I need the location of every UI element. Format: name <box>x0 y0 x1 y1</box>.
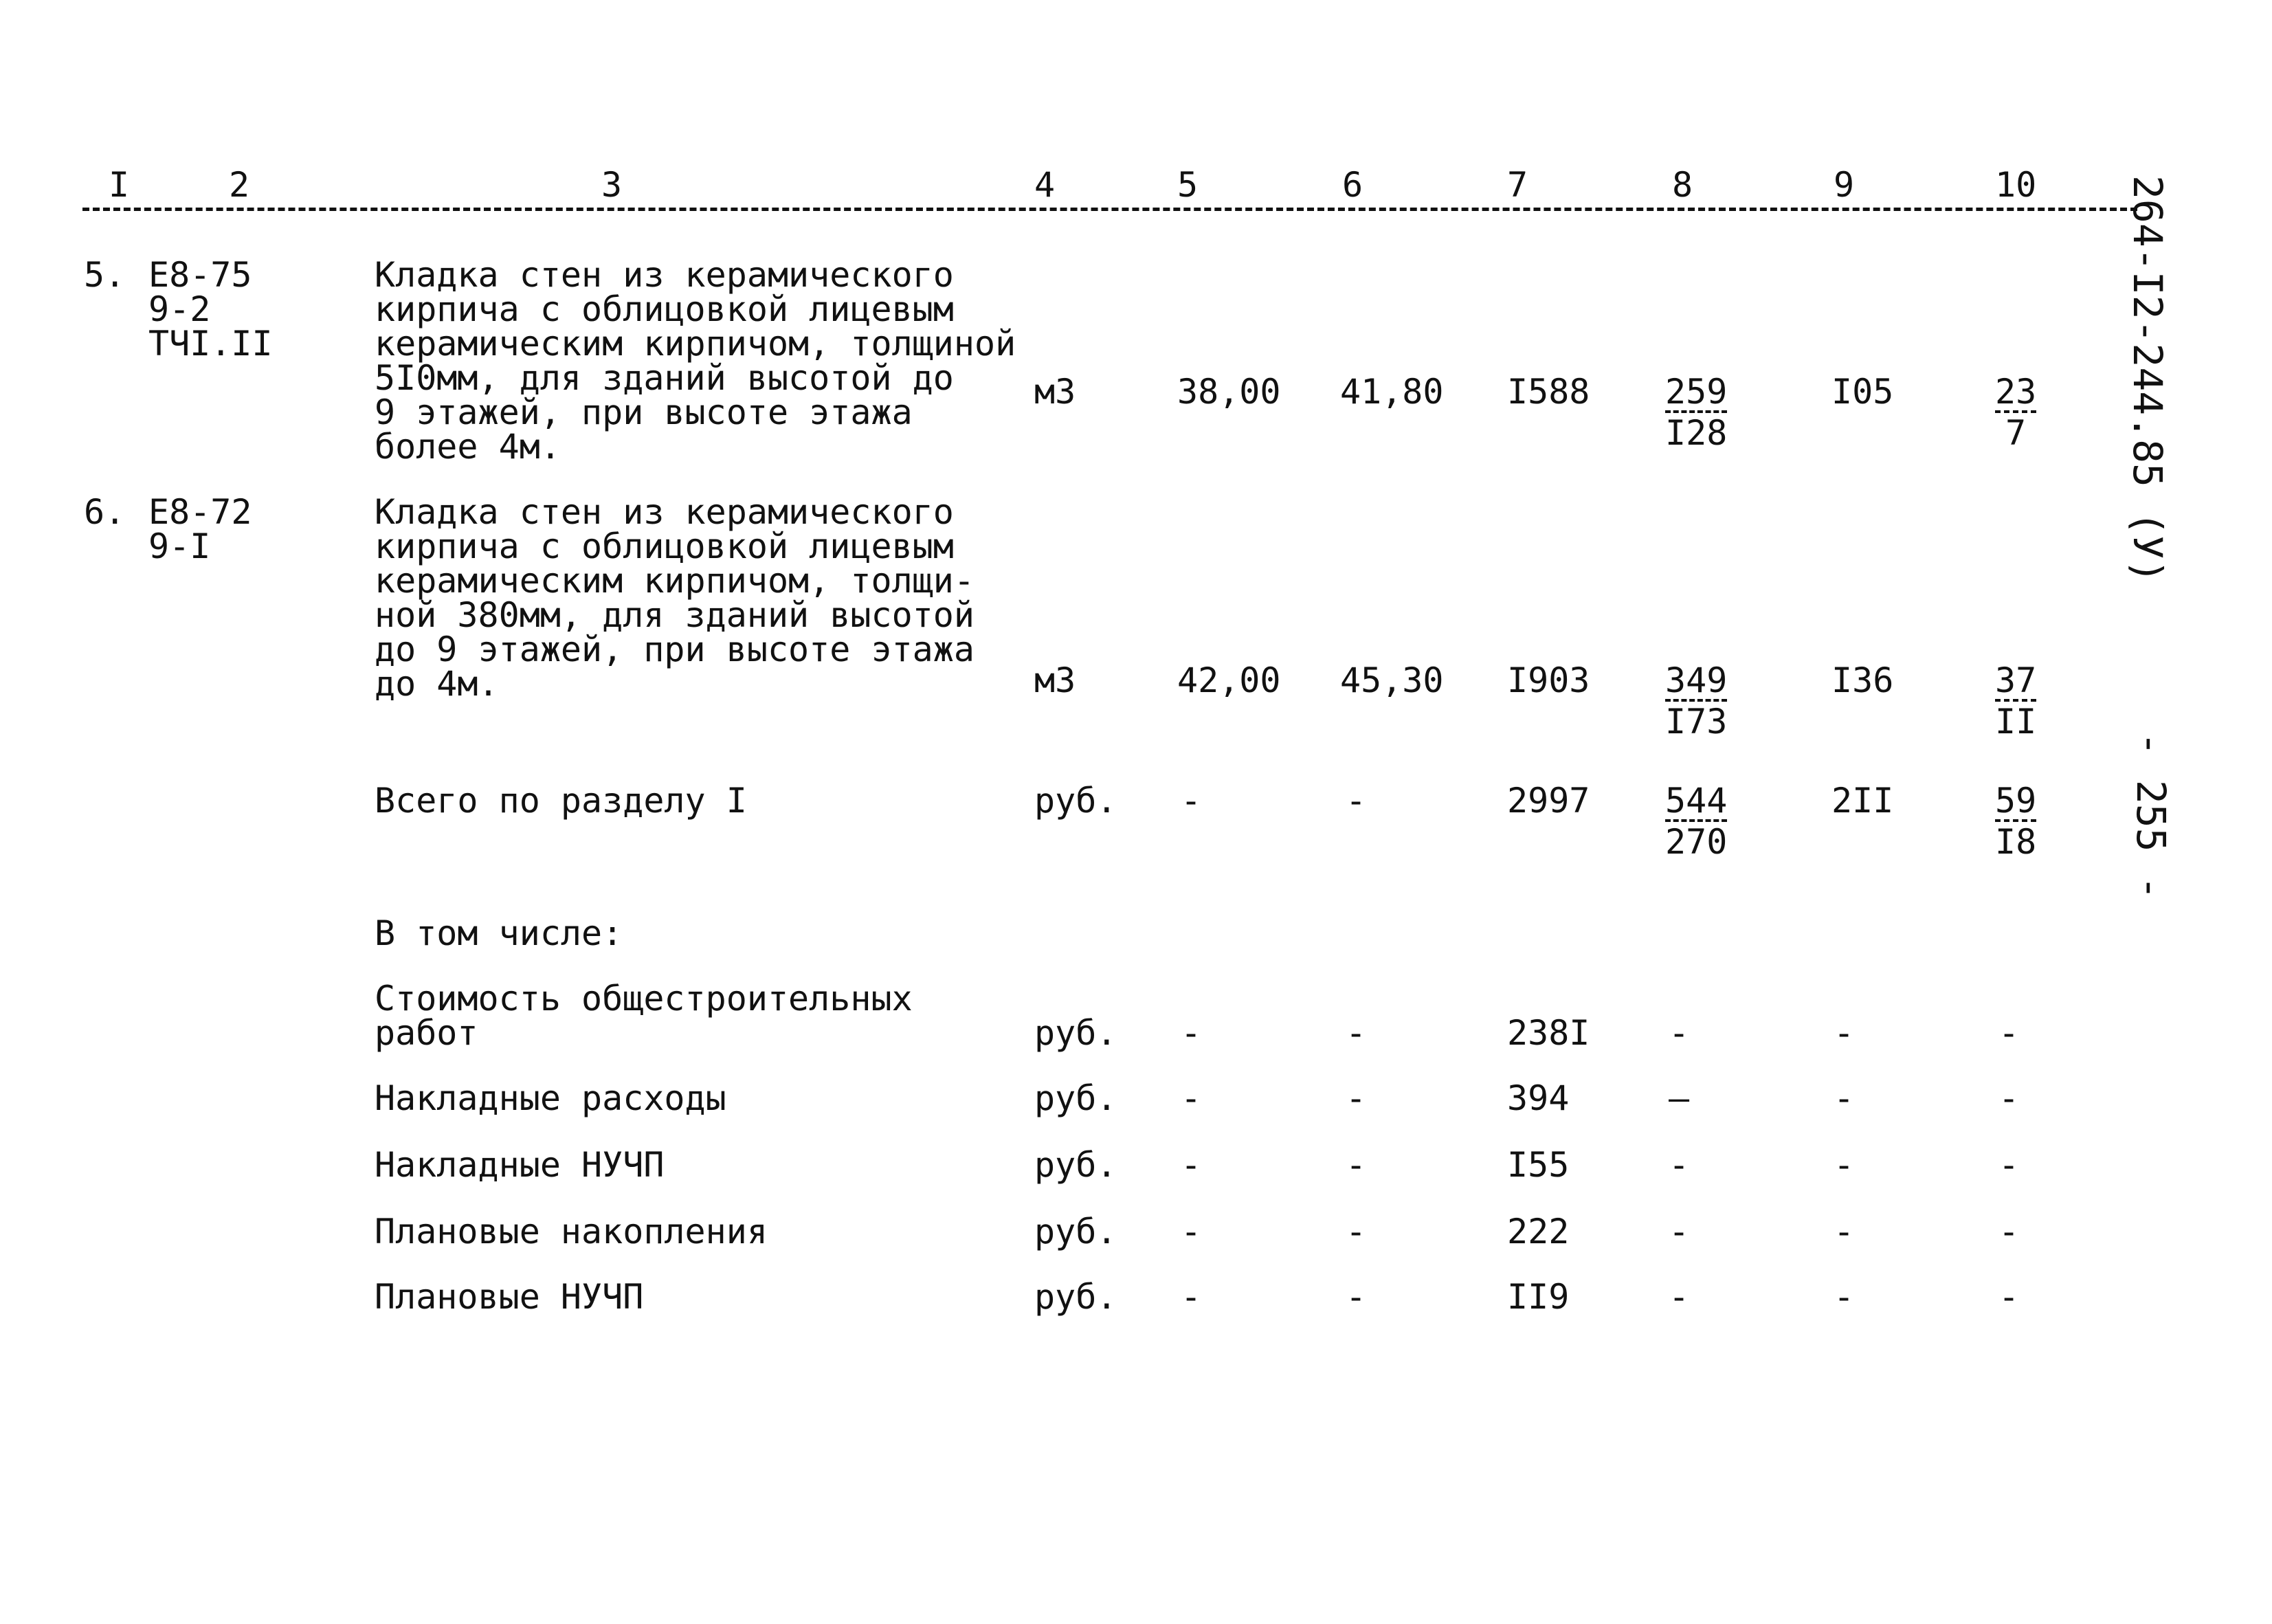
including-label: В том числе: <box>375 913 623 953</box>
work-description: 9 этажей, при высоте этажа <box>375 392 913 432</box>
norm-code: 9-I <box>148 526 211 566</box>
column-header-5: 5 <box>1177 165 1199 205</box>
value-col7: 2997 <box>1507 781 1590 821</box>
column-header-1: I <box>109 165 130 205</box>
fraction-numerator: 59 <box>1995 781 2037 821</box>
norm-code: Е8-72 <box>148 492 252 532</box>
work-description: Кладка стен из керамического <box>375 255 954 295</box>
fraction-denominator: I28 <box>1665 413 1728 453</box>
value-col7: 394 <box>1507 1078 1570 1118</box>
work-description: 5I0мм, для зданий высотой до <box>375 358 954 398</box>
header-divider <box>82 208 2137 211</box>
breakdown-label: Накладные расходы <box>375 1078 726 1118</box>
fraction-numerator: 23 <box>1995 372 2037 412</box>
value-col8: - <box>1669 1013 1690 1053</box>
breakdown-label: Стоимость общестроительных <box>375 979 913 1019</box>
value-col5: - <box>1181 1145 1202 1185</box>
value-col7: 238I <box>1507 1013 1590 1053</box>
fraction-col10 <box>1995 660 2037 742</box>
document-code: 264-I2-244.85 (У) <box>2124 175 2171 583</box>
fraction-col10 <box>1995 372 2037 453</box>
row-number: 5. <box>84 255 126 295</box>
norm-code: Е8-75 <box>148 255 252 295</box>
fraction-col8 <box>1665 781 1728 862</box>
fraction-numerator: 37 <box>1995 660 2037 700</box>
fraction-col10 <box>1995 781 2037 862</box>
value-col6: - <box>1346 1013 1367 1053</box>
value-col6: - <box>1346 1212 1367 1252</box>
value-col7: II9 <box>1507 1277 1570 1317</box>
work-description: Кладка стен из керамического <box>375 492 954 532</box>
row-number: 6. <box>84 492 126 532</box>
value-col10: - <box>1998 1212 2020 1252</box>
page-number: - 255 - <box>2128 732 2174 900</box>
value-col9: - <box>1834 1013 1855 1053</box>
unit: м3 <box>1034 660 1076 700</box>
work-description: ной 380мм, для зданий высотой <box>375 595 974 635</box>
unit: руб. <box>1034 1212 1117 1252</box>
norm-code: ТЧI.II <box>148 324 273 364</box>
value-col5: - <box>1181 1212 1202 1252</box>
value-col8: - <box>1669 1277 1690 1317</box>
fraction-numerator: 259 <box>1665 372 1728 412</box>
fraction-numerator: 349 <box>1665 660 1728 700</box>
column-header-3: 3 <box>601 165 623 205</box>
value-col10: - <box>1998 1078 2020 1118</box>
breakdown-label: работ <box>375 1013 478 1053</box>
fraction-denominator: 270 <box>1665 822 1728 862</box>
fraction-col8 <box>1665 660 1728 742</box>
work-description: более 4м. <box>375 427 561 467</box>
fraction-denominator: I73 <box>1665 702 1728 742</box>
value-col9: I05 <box>1831 372 1894 412</box>
work-description: кирпича с облицовкой лицевым <box>375 526 954 566</box>
fraction-denominator: I8 <box>1995 822 2037 862</box>
value-col5: - <box>1181 1277 1202 1317</box>
work-description: керамическим кирпичом, толщи- <box>375 561 974 601</box>
value-col5: 38,00 <box>1177 372 1281 412</box>
breakdown-label: Плановые НУЧП <box>375 1277 644 1317</box>
value-col5: - <box>1181 781 1202 821</box>
work-description: до 9 этажей, при высоте этажа <box>375 630 974 669</box>
value-col7: I55 <box>1507 1145 1570 1185</box>
value-col9: - <box>1834 1212 1855 1252</box>
column-header-9: 9 <box>1834 165 1855 205</box>
value-col6: 41,80 <box>1340 372 1444 412</box>
breakdown-label: Плановые накопления <box>375 1212 768 1252</box>
value-col5: - <box>1181 1078 1202 1118</box>
unit: руб. <box>1034 1013 1117 1053</box>
value-col6: 45,30 <box>1340 660 1444 700</box>
column-header-10: 10 <box>1995 165 2037 205</box>
unit: руб. <box>1034 781 1117 821</box>
fraction-col8 <box>1665 372 1728 453</box>
value-col8: - <box>1669 1145 1690 1185</box>
column-header-2: 2 <box>229 165 250 205</box>
work-description: керамическим кирпичом, толщиной <box>375 324 1016 364</box>
value-col8: — <box>1669 1078 1690 1118</box>
value-col5: 42,00 <box>1177 660 1281 700</box>
work-description: до 4м. <box>375 664 499 704</box>
value-col9: - <box>1834 1078 1855 1118</box>
value-col9: - <box>1834 1277 1855 1317</box>
unit: руб. <box>1034 1145 1117 1185</box>
value-col10: - <box>1998 1013 2020 1053</box>
value-col6: - <box>1346 781 1367 821</box>
fraction-denominator: II <box>1995 702 2037 742</box>
value-col6: - <box>1346 1145 1367 1185</box>
value-col7: 222 <box>1507 1212 1570 1252</box>
value-col8: - <box>1669 1212 1690 1252</box>
fraction-denominator: 7 <box>2005 413 2027 453</box>
value-col6: - <box>1346 1277 1367 1317</box>
value-col6: - <box>1346 1078 1367 1118</box>
unit: руб. <box>1034 1277 1117 1317</box>
norm-code: 9-2 <box>148 289 211 329</box>
value-col10: - <box>1998 1145 2020 1185</box>
value-col7: I903 <box>1507 660 1590 700</box>
unit: м3 <box>1034 372 1076 412</box>
column-header-7: 7 <box>1507 165 1528 205</box>
work-description: кирпича с облицовкой лицевым <box>375 289 954 329</box>
value-col9: I36 <box>1831 660 1894 700</box>
value-col9: 2II <box>1831 781 1894 821</box>
unit: руб. <box>1034 1078 1117 1118</box>
column-header-6: 6 <box>1342 165 1363 205</box>
value-col10: - <box>1998 1277 2020 1317</box>
column-header-4: 4 <box>1034 165 1056 205</box>
value-col7: I588 <box>1507 372 1590 412</box>
value-col5: - <box>1181 1013 1202 1053</box>
column-header-8: 8 <box>1672 165 1693 205</box>
value-col9: - <box>1834 1145 1855 1185</box>
total-label: Всего по разделу I <box>375 781 747 821</box>
fraction-numerator: 544 <box>1665 781 1728 821</box>
breakdown-label: Накладные НУЧП <box>375 1145 665 1185</box>
